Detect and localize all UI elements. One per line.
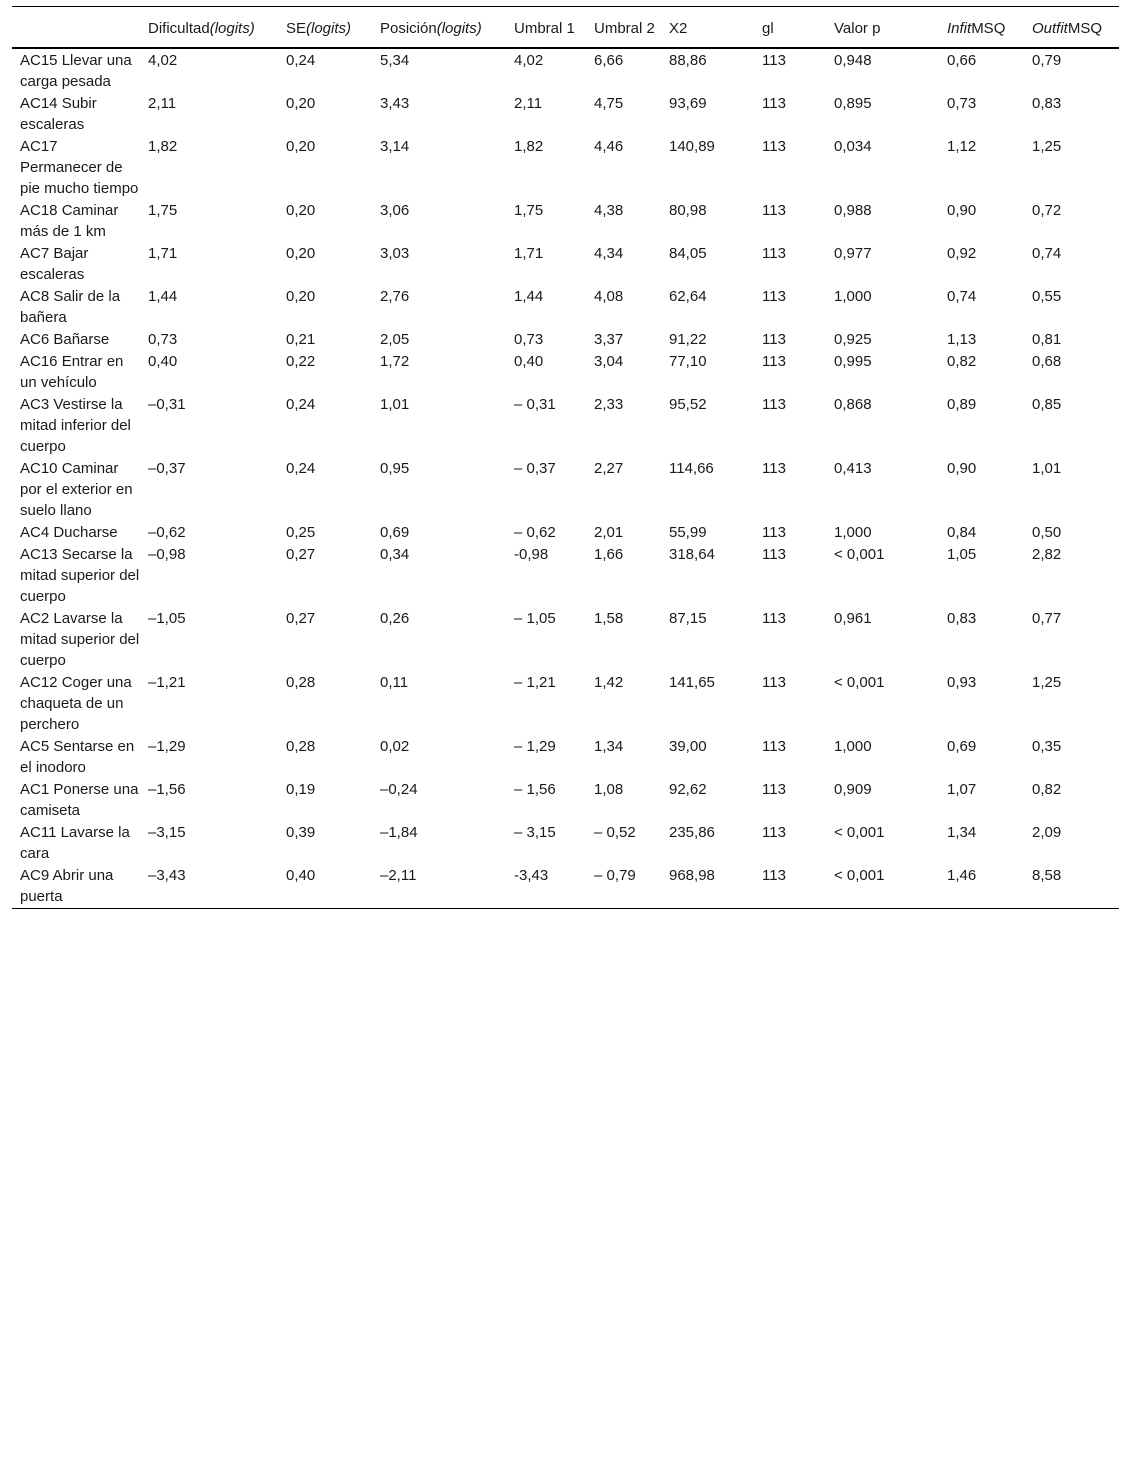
cell-x2: 77,10	[669, 353, 707, 370]
header-dificultad: Dificultad(logits)	[148, 20, 255, 37]
cell-outfit: 0,85	[1032, 396, 1062, 413]
cell-x2: 91,22	[669, 331, 707, 348]
table-row	[12, 822, 1119, 865]
cell-outfit: 0,55	[1032, 288, 1062, 305]
cell-item: AC16 Entrar en un vehículo	[20, 353, 124, 391]
table-body	[12, 48, 1119, 909]
cell-valor-p: 0,977	[834, 245, 872, 262]
cell-infit: 0,89	[947, 396, 977, 413]
cell-item: AC17 Permanecer de pie mucho tiempo	[20, 138, 139, 197]
cell-posicion: 0,26	[380, 610, 410, 627]
cell-item: AC18 Caminar más de 1 km	[20, 202, 119, 240]
cell-infit: 0,90	[947, 460, 977, 477]
table-row	[12, 672, 1119, 736]
cell-umbral2: 4,38	[594, 202, 624, 219]
cell-item: AC9 Abrir una puerta	[20, 867, 114, 905]
cell-x2: 84,05	[669, 245, 707, 262]
cell-umbral1: 0,73	[514, 331, 544, 348]
cell-outfit: 1,01	[1032, 460, 1062, 477]
header-umbral1: Umbral 1	[514, 20, 575, 37]
cell-infit: 0,74	[947, 288, 977, 305]
table-row	[12, 736, 1119, 779]
cell-valor-p: 1,000	[834, 738, 872, 755]
cell-umbral1: – 1,56	[514, 781, 556, 798]
cell-umbral1: – 1,05	[514, 610, 556, 627]
cell-dificultad: –3,43	[148, 867, 186, 884]
cell-outfit: 2,09	[1032, 824, 1062, 841]
cell-outfit: 0,83	[1032, 95, 1062, 112]
cell-umbral1: 1,82	[514, 138, 544, 155]
header-valor-p: Valor p	[834, 20, 881, 37]
cell-item: AC8 Salir de la bañera	[20, 288, 121, 326]
cell-valor-p: 0,925	[834, 331, 872, 348]
cell-umbral1: – 0,31	[514, 396, 556, 413]
cell-se: 0,20	[286, 245, 316, 262]
cell-umbral1: – 1,29	[514, 738, 556, 755]
cell-valor-p: < 0,001	[834, 867, 885, 884]
cell-valor-p: < 0,001	[834, 546, 885, 563]
table-row	[12, 394, 1119, 458]
cell-se: 0,40	[286, 867, 316, 884]
cell-gl: 113	[762, 460, 786, 477]
cell-outfit: 1,25	[1032, 674, 1062, 691]
cell-outfit: 0,35	[1032, 738, 1062, 755]
cell-se: 0,22	[286, 353, 316, 370]
cell-posicion: 1,01	[380, 396, 410, 413]
cell-umbral2: – 0,79	[594, 867, 636, 884]
cell-dificultad: –0,37	[148, 460, 186, 477]
cell-umbral2: 6,66	[594, 52, 624, 69]
cell-item: AC4 Ducharse	[20, 524, 118, 541]
cell-outfit: 0,77	[1032, 610, 1062, 627]
cell-item: AC2 Lavarse la mitad superior del cuerpo	[20, 610, 140, 669]
cell-x2: 55,99	[669, 524, 707, 541]
cell-dificultad: –0,98	[148, 546, 186, 563]
cell-valor-p: 0,413	[834, 460, 872, 477]
cell-posicion: 0,69	[380, 524, 410, 541]
cell-posicion: 3,03	[380, 245, 410, 262]
cell-umbral1: -3,43	[514, 867, 549, 884]
cell-outfit: 0,82	[1032, 781, 1062, 798]
cell-item: AC14 Subir escaleras	[20, 95, 97, 133]
cell-x2: 114,66	[669, 460, 714, 477]
cell-item: AC10 Caminar por el exterior en suelo llano	[20, 460, 133, 519]
cell-gl: 113	[762, 546, 786, 563]
cell-umbral2: 1,66	[594, 546, 624, 563]
cell-posicion: 3,14	[380, 138, 410, 155]
cell-se: 0,39	[286, 824, 316, 841]
cell-x2: 95,52	[669, 396, 707, 413]
cell-valor-p: 0,895	[834, 95, 872, 112]
cell-umbral2: 2,01	[594, 524, 624, 541]
cell-x2: 62,64	[669, 288, 707, 305]
cell-outfit: 0,72	[1032, 202, 1062, 219]
cell-posicion: 0,34	[380, 546, 410, 563]
cell-gl: 113	[762, 353, 786, 370]
cell-umbral1: – 1,21	[514, 674, 556, 691]
cell-dificultad: –0,62	[148, 524, 186, 541]
table-row	[12, 458, 1119, 522]
cell-outfit: 2,82	[1032, 546, 1062, 563]
cell-umbral2: 2,33	[594, 396, 624, 413]
cell-umbral1: 4,02	[514, 52, 544, 69]
cell-se: 0,19	[286, 781, 316, 798]
table-row	[12, 93, 1119, 136]
cell-dificultad: –0,31	[148, 396, 186, 413]
cell-posicion: –1,84	[380, 824, 418, 841]
cell-umbral1: – 3,15	[514, 824, 556, 841]
cell-gl: 113	[762, 396, 786, 413]
table-row	[12, 865, 1119, 909]
cell-item: AC13 Secarse la mitad superior del cuerpo	[20, 546, 140, 605]
cell-umbral2: 1,08	[594, 781, 624, 798]
cell-se: 0,20	[286, 288, 316, 305]
cell-umbral2: 1,34	[594, 738, 624, 755]
cell-dificultad: –1,56	[148, 781, 186, 798]
cell-dificultad: 2,11	[148, 95, 177, 112]
cell-umbral1: – 0,62	[514, 524, 556, 541]
cell-item: AC5 Sentarse en el inodoro	[20, 738, 135, 776]
cell-dificultad: 1,71	[148, 245, 178, 262]
table-row	[12, 522, 1119, 544]
cell-gl: 113	[762, 331, 786, 348]
cell-se: 0,20	[286, 138, 316, 155]
cell-posicion: –2,11	[380, 867, 417, 884]
cell-gl: 113	[762, 610, 786, 627]
cell-se: 0,28	[286, 674, 316, 691]
cell-dificultad: 0,40	[148, 353, 178, 370]
cell-posicion: 0,02	[380, 738, 410, 755]
table-row	[12, 608, 1119, 672]
cell-gl: 113	[762, 202, 786, 219]
cell-se: 0,28	[286, 738, 316, 755]
cell-dificultad: –3,15	[148, 824, 186, 841]
cell-valor-p: 0,909	[834, 781, 872, 798]
cell-outfit: 8,58	[1032, 867, 1062, 884]
cell-umbral2: 3,37	[594, 331, 624, 348]
cell-umbral1: -0,98	[514, 546, 549, 563]
cell-se: 0,27	[286, 546, 316, 563]
cell-x2: 92,62	[669, 781, 707, 798]
header-row	[12, 7, 1119, 49]
cell-gl: 113	[762, 288, 786, 305]
cell-item: AC12 Coger una chaqueta de un perchero	[20, 674, 132, 733]
header-gl: gl	[762, 20, 774, 37]
cell-gl: 113	[762, 95, 786, 112]
cell-posicion: 1,72	[380, 353, 410, 370]
cell-infit: 1,46	[947, 867, 977, 884]
cell-posicion: –0,24	[380, 781, 418, 798]
cell-infit: 1,34	[947, 824, 977, 841]
cell-umbral2: 4,08	[594, 288, 624, 305]
cell-valor-p: 0,868	[834, 396, 872, 413]
table-row	[12, 329, 1119, 351]
cell-gl: 113	[762, 524, 786, 541]
cell-se: 0,25	[286, 524, 316, 541]
cell-outfit: 0,81	[1032, 331, 1062, 348]
cell-valor-p: < 0,001	[834, 674, 885, 691]
cell-x2: 88,86	[669, 52, 707, 69]
cell-item: AC3 Vestirse la mitad inferior del cuerpo	[20, 396, 131, 455]
cell-umbral1: – 0,37	[514, 460, 556, 477]
cell-posicion: 2,05	[380, 331, 410, 348]
cell-gl: 113	[762, 52, 786, 69]
cell-umbral2: 4,46	[594, 138, 624, 155]
cell-x2: 141,65	[669, 674, 715, 691]
cell-se: 0,20	[286, 95, 316, 112]
cell-dificultad: 1,44	[148, 288, 178, 305]
cell-umbral2: 2,27	[594, 460, 624, 477]
cell-dificultad: –1,21	[148, 674, 186, 691]
cell-umbral1: 2,11	[514, 95, 543, 112]
cell-dificultad: –1,29	[148, 738, 186, 755]
header-se: SE(logits)	[286, 20, 352, 37]
cell-infit: 1,05	[947, 546, 977, 563]
cell-dificultad: –1,05	[148, 610, 186, 627]
cell-item: AC1 Ponerse una camiseta	[20, 781, 139, 819]
cell-infit: 0,84	[947, 524, 977, 541]
cell-infit: 0,90	[947, 202, 977, 219]
cell-item: AC6 Bañarse	[20, 331, 110, 348]
cell-infit: 0,93	[947, 674, 977, 691]
table-row	[12, 351, 1119, 394]
cell-infit: 0,66	[947, 52, 977, 69]
cell-gl: 113	[762, 738, 786, 755]
table-row	[12, 136, 1119, 200]
cell-valor-p: 0,995	[834, 353, 872, 370]
cell-umbral2: 1,42	[594, 674, 624, 691]
header-umbral2: Umbral 2	[594, 20, 655, 37]
cell-umbral2: 4,75	[594, 95, 624, 112]
cell-dificultad: 4,02	[148, 52, 178, 69]
cell-se: 0,24	[286, 460, 316, 477]
header-item	[12, 7, 140, 49]
cell-se: 0,27	[286, 610, 316, 627]
cell-valor-p: 0,988	[834, 202, 872, 219]
cell-umbral2: – 0,52	[594, 824, 636, 841]
cell-outfit: 0,79	[1032, 52, 1062, 69]
cell-valor-p: < 0,001	[834, 824, 885, 841]
cell-infit: 0,69	[947, 738, 977, 755]
table-row	[12, 200, 1119, 243]
cell-se: 0,20	[286, 202, 316, 219]
cell-umbral1: 0,40	[514, 353, 544, 370]
cell-posicion: 3,06	[380, 202, 410, 219]
cell-valor-p: 0,034	[834, 138, 872, 155]
cell-gl: 113	[762, 781, 786, 798]
cell-outfit: 0,50	[1032, 524, 1062, 541]
cell-x2: 80,98	[669, 202, 707, 219]
cell-x2: 87,15	[669, 610, 707, 627]
cell-item: AC11 Lavarse la cara	[20, 824, 130, 862]
cell-umbral2: 4,34	[594, 245, 624, 262]
cell-x2: 39,00	[669, 738, 707, 755]
cell-gl: 113	[762, 824, 786, 841]
cell-dificultad: 0,73	[148, 331, 178, 348]
table-row	[12, 779, 1119, 822]
cell-valor-p: 1,000	[834, 288, 872, 305]
cell-umbral1: 1,75	[514, 202, 544, 219]
cell-dificultad: 1,82	[148, 138, 178, 155]
cell-infit: 0,82	[947, 353, 977, 370]
cell-dificultad: 1,75	[148, 202, 178, 219]
cell-x2: 93,69	[669, 95, 707, 112]
cell-gl: 113	[762, 245, 786, 262]
cell-posicion: 0,95	[380, 460, 410, 477]
cell-outfit: 1,25	[1032, 138, 1062, 155]
cell-se: 0,24	[286, 52, 316, 69]
cell-item: AC7 Bajar escaleras	[20, 245, 89, 283]
cell-se: 0,24	[286, 396, 316, 413]
header-posicion: Posición(logits)	[380, 20, 482, 37]
cell-x2: 318,64	[669, 546, 715, 563]
cell-infit: 0,83	[947, 610, 977, 627]
cell-gl: 113	[762, 138, 786, 155]
cell-gl: 113	[762, 674, 786, 691]
cell-x2: 140,89	[669, 138, 715, 155]
table-row	[12, 243, 1119, 286]
table-row	[12, 48, 1119, 93]
cell-x2: 235,86	[669, 824, 715, 841]
cell-infit: 0,73	[947, 95, 977, 112]
cell-infit: 1,13	[947, 331, 977, 348]
cell-umbral2: 3,04	[594, 353, 624, 370]
cell-umbral1: 1,44	[514, 288, 544, 305]
cell-umbral2: 1,58	[594, 610, 624, 627]
cell-x2: 968,98	[669, 867, 715, 884]
cell-item: AC15 Llevar una carga pesada	[20, 52, 132, 90]
header-infit: InfitMSQ	[947, 20, 1006, 37]
table-row	[12, 286, 1119, 329]
cell-infit: 0,92	[947, 245, 977, 262]
cell-gl: 113	[762, 867, 786, 884]
cell-posicion: 3,43	[380, 95, 410, 112]
cell-umbral1: 1,71	[514, 245, 544, 262]
header-x2: X2	[669, 20, 688, 37]
cell-outfit: 0,74	[1032, 245, 1062, 262]
cell-posicion: 2,76	[380, 288, 410, 305]
rasch-item-table	[12, 6, 1119, 909]
table-row	[12, 544, 1119, 608]
cell-infit: 1,12	[947, 138, 977, 155]
cell-se: 0,21	[286, 331, 316, 348]
cell-posicion: 5,34	[380, 52, 410, 69]
cell-infit: 1,07	[947, 781, 977, 798]
header-outfit: OutfitMSQ	[1032, 20, 1103, 37]
cell-posicion: 0,11	[380, 674, 409, 691]
cell-valor-p: 0,961	[834, 610, 872, 627]
cell-valor-p: 0,948	[834, 52, 872, 69]
cell-outfit: 0,68	[1032, 353, 1062, 370]
cell-valor-p: 1,000	[834, 524, 872, 541]
